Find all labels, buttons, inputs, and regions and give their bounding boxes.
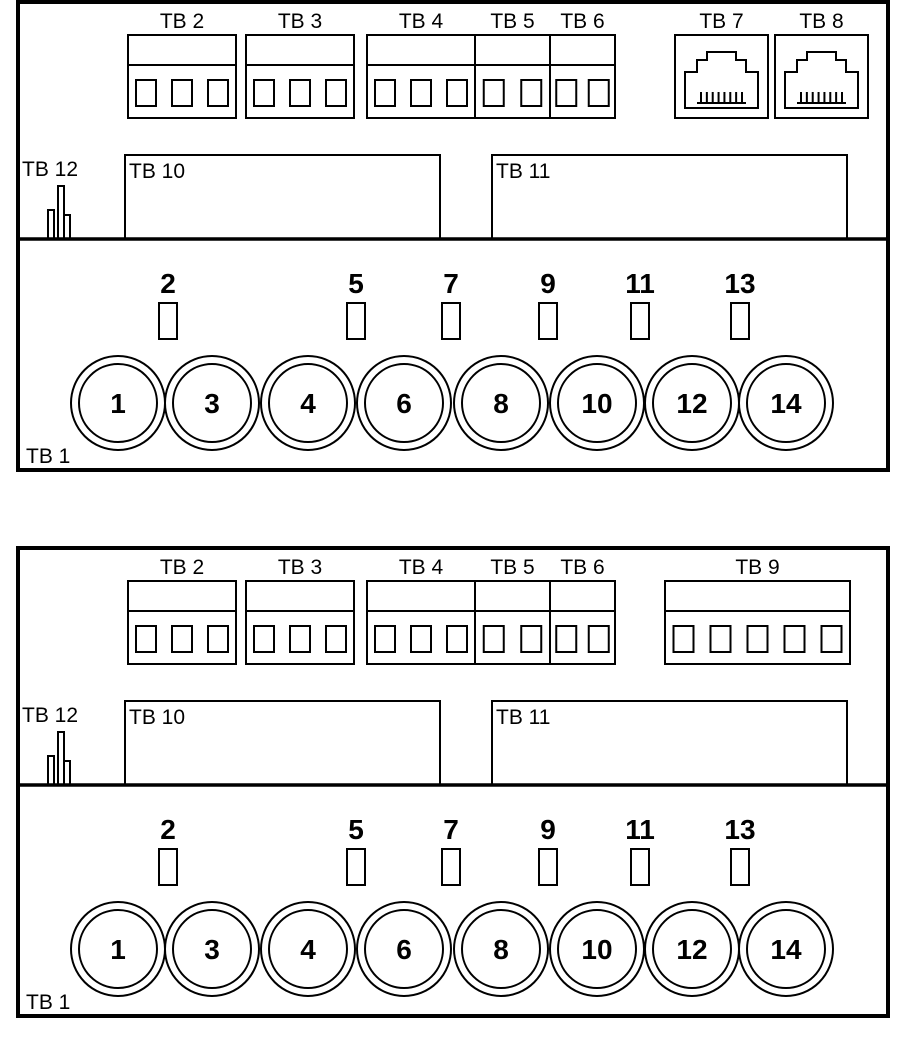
terminal-block-tb3 <box>246 556 354 664</box>
led-window <box>539 849 557 885</box>
terminal-block-label: TB 8 <box>799 10 844 33</box>
screw-terminal <box>785 626 805 652</box>
connector-number: 8 <box>493 388 509 419</box>
led-window <box>159 303 177 339</box>
rj45-jack-icon <box>785 52 858 108</box>
terminal-block-label: TB 7 <box>699 10 744 33</box>
wide-block-tb11 <box>492 155 847 239</box>
round-connector <box>71 902 165 996</box>
led-number: 11 <box>625 268 655 299</box>
screw-terminal <box>521 80 541 106</box>
led-number: 2 <box>160 814 176 845</box>
connector-number: 6 <box>396 934 412 965</box>
led-number: 5 <box>348 268 364 299</box>
round-connector <box>71 356 165 450</box>
terminal-block-tb8 <box>775 10 868 118</box>
terminal-block-tb3 <box>246 10 354 118</box>
round-connector <box>357 356 451 450</box>
rj45-housing <box>675 35 768 118</box>
screw-terminal <box>447 626 467 652</box>
screw-terminal <box>589 80 609 106</box>
screw-terminal <box>254 626 274 652</box>
connector-number: 14 <box>770 388 802 419</box>
antenna-label: TB 12 <box>22 704 79 727</box>
wide-block-tb10 <box>125 155 440 239</box>
antenna-icon <box>48 732 70 785</box>
antenna-tb12 <box>22 704 78 785</box>
round-connector <box>357 902 451 996</box>
terminal-block-label: TB 4 <box>398 10 444 33</box>
led-number: 2 <box>160 268 176 299</box>
terminal-block-label: TB 6 <box>560 10 605 33</box>
screw-terminal <box>290 626 310 652</box>
terminal-block-label: TB 9 <box>735 556 780 579</box>
rj45-housing <box>775 35 868 118</box>
led-window <box>631 303 649 339</box>
connector-number: 6 <box>396 388 412 419</box>
screw-terminal <box>556 80 576 106</box>
terminal-block-tb4 <box>367 10 475 118</box>
screw-terminal <box>447 80 467 106</box>
led-indicator <box>442 268 460 339</box>
screw-terminal <box>172 626 192 652</box>
screw-terminal <box>521 626 541 652</box>
led-indicator <box>347 814 365 885</box>
panel-2 <box>18 548 888 1016</box>
led-number: 7 <box>443 268 459 299</box>
round-connector <box>550 902 644 996</box>
terminal-block-tb6 <box>550 10 615 118</box>
screw-terminal <box>136 626 156 652</box>
screw-terminal <box>136 80 156 106</box>
led-window <box>159 849 177 885</box>
round-connector <box>550 356 644 450</box>
antenna-label: TB 12 <box>22 158 79 181</box>
led-number: 13 <box>724 814 756 845</box>
wide-block-label: TB 11 <box>496 160 551 183</box>
connector-number: 3 <box>204 388 220 419</box>
round-connector <box>454 356 548 450</box>
terminal-block-label: TB 6 <box>560 556 605 579</box>
connector-number: 12 <box>676 934 708 965</box>
led-window <box>442 303 460 339</box>
screw-terminal <box>711 626 731 652</box>
led-number: 9 <box>540 268 556 299</box>
connector-number: 10 <box>581 388 613 419</box>
terminal-block-tb6 <box>550 556 615 664</box>
screw-terminal <box>208 80 228 106</box>
terminal-block-label: TB 3 <box>277 10 323 33</box>
wide-block-tb10 <box>125 701 440 785</box>
round-connector <box>454 902 548 996</box>
rj45-jack-icon <box>685 52 758 108</box>
screw-terminal <box>290 80 310 106</box>
led-indicator <box>159 814 177 885</box>
led-number: 7 <box>443 814 459 845</box>
round-connector <box>165 902 259 996</box>
led-window <box>347 303 365 339</box>
round-connector <box>739 902 833 996</box>
screw-terminal <box>254 80 274 106</box>
screw-terminal <box>484 80 504 106</box>
wide-block-label: TB 11 <box>496 706 551 729</box>
wide-block-tb11 <box>492 701 847 785</box>
screw-terminal <box>326 626 346 652</box>
screw-terminal <box>411 626 431 652</box>
led-indicator <box>625 268 655 339</box>
led-indicator <box>159 268 177 339</box>
terminal-block-label: TB 4 <box>398 556 444 579</box>
led-indicator <box>625 814 655 885</box>
terminal-block-tb4 <box>367 556 475 664</box>
screw-terminal <box>748 626 768 652</box>
panel-1 <box>18 2 888 470</box>
led-window <box>631 849 649 885</box>
screw-terminal <box>484 626 504 652</box>
connector-number: 8 <box>493 934 509 965</box>
terminal-block-tb5 <box>475 10 550 118</box>
round-connector <box>645 356 739 450</box>
wide-block-label: TB 10 <box>129 706 186 729</box>
connector-number: 10 <box>581 934 613 965</box>
led-indicator <box>442 814 460 885</box>
led-indicator <box>347 268 365 339</box>
led-indicator <box>539 268 557 339</box>
screw-terminal <box>589 626 609 652</box>
led-window <box>539 303 557 339</box>
round-connector <box>261 902 355 996</box>
led-number: 11 <box>625 814 655 845</box>
led-indicator <box>724 814 755 885</box>
terminal-block-label: TB 5 <box>490 556 535 579</box>
screw-terminal <box>674 626 694 652</box>
terminal-block-tb2 <box>128 556 236 664</box>
connector-number: 1 <box>110 934 126 965</box>
wide-block-label: TB 10 <box>129 160 186 183</box>
screw-terminal <box>556 626 576 652</box>
antenna-icon <box>48 186 70 239</box>
antenna-tb12 <box>22 158 78 239</box>
terminal-block-tb5 <box>475 556 550 664</box>
screw-terminal <box>375 626 395 652</box>
terminal-block-label: TB 5 <box>490 10 535 33</box>
connector-number: 12 <box>676 388 708 419</box>
screw-terminal <box>411 80 431 106</box>
round-connector <box>739 356 833 450</box>
led-indicator <box>724 268 755 339</box>
led-number: 9 <box>540 814 556 845</box>
round-connector <box>261 356 355 450</box>
screw-terminal <box>172 80 192 106</box>
terminal-block-label: TB 2 <box>159 556 205 579</box>
screw-terminal <box>822 626 842 652</box>
led-window <box>347 849 365 885</box>
terminal-block-tb7 <box>675 10 768 118</box>
led-window <box>731 303 749 339</box>
screw-terminal <box>375 80 395 106</box>
screw-terminal <box>208 626 228 652</box>
round-connector <box>645 902 739 996</box>
terminal-block-label: TB 3 <box>277 556 323 579</box>
connector-number: 4 <box>300 934 316 965</box>
connector-number: 3 <box>204 934 220 965</box>
terminal-block-tb2 <box>128 10 236 118</box>
led-number: 13 <box>724 268 756 299</box>
led-indicator <box>539 814 557 885</box>
connector-number: 4 <box>300 388 316 419</box>
terminal-block-tb9 <box>665 556 850 664</box>
screw-terminal <box>326 80 346 106</box>
connector-block-label: TB 1 <box>26 445 71 468</box>
connector-block-label: TB 1 <box>26 991 71 1014</box>
led-window <box>731 849 749 885</box>
terminal-block-label: TB 2 <box>159 10 205 33</box>
round-connector <box>165 356 259 450</box>
led-number: 5 <box>348 814 364 845</box>
connector-number: 1 <box>110 388 126 419</box>
connector-number: 14 <box>770 934 802 965</box>
led-window <box>442 849 460 885</box>
